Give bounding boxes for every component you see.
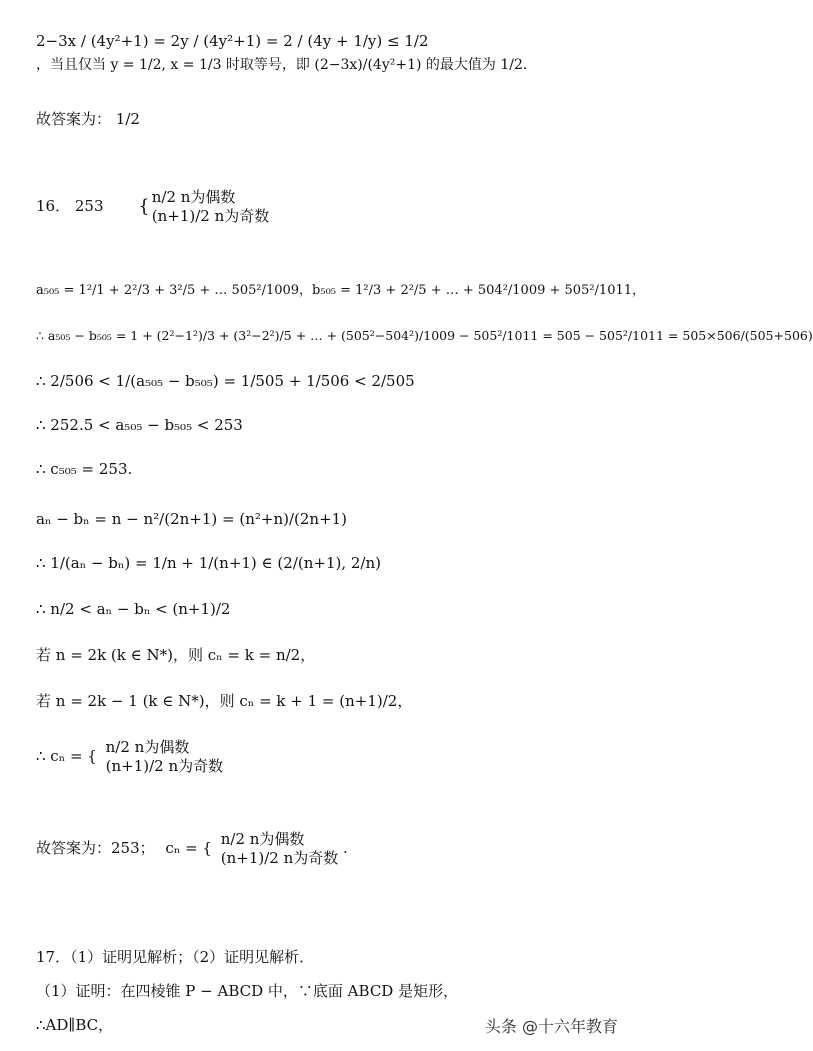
answer-16-cn: cₙ = { (165, 839, 212, 857)
answer-16-prefix: 故答案为：253； (36, 839, 155, 857)
answer-16-cases (221, 832, 339, 866)
q17-line-1: （1）证明：在四棱锥 P − ABCD 中，∵底面 ABCD 是矩形， (36, 982, 459, 1000)
step-line-7: ∴ 1/(aₙ − bₙ) = 1/n + 1/(n+1) ∈ (2/(n+1), 2/n) (36, 554, 381, 572)
q16-number: 16． (36, 197, 71, 215)
answer-15-prefix: 故答案为： (36, 110, 112, 128)
answer-16-end: . (343, 839, 348, 857)
q16-case-even: n/2 n为偶数 (151, 188, 236, 206)
step-line-2: ∴ a₅₀₅ − b₅₀₅ = 1 + (2²−1²)/3 + (3²−2²)/5 + … + (505²−504²)/1009 − 505²/1011 = 505 − 505²/1011 = 505×506/(505+506) (36, 328, 813, 343)
cn-case-odd: (n+1)/2 n为奇数 (105, 757, 224, 775)
cn-case-even: n/2 n为偶数 (105, 738, 190, 756)
step-line-3: ∴ 2/506 < 1/(a₅₀₅ − b₅₀₅) = 1/505 + 1/506 < 2/505 (36, 372, 415, 390)
q16-case-odd: (n+1)/2 n为奇数 (151, 207, 270, 225)
intro-line (36, 34, 429, 49)
step-line-9: 若 n = 2k (k ∈ N*)，则 cₙ = k = n/2， (36, 646, 316, 664)
cn-lead: ∴ cₙ = { (36, 747, 97, 765)
cn-definition (36, 740, 223, 774)
watermark-text: 头条 @十六年教育 (484, 1017, 618, 1036)
intro-expression: 2−3x / (4y²+1) = 2y / (4y²+1) = 2 / (4y + 1/y) ≤ 1/2 (36, 32, 429, 50)
answer-16-case-even: n/2 n为偶数 (220, 830, 305, 848)
q16-cases: { n/2 n为偶数 (n+1)/2 n为奇数 (138, 188, 270, 225)
answer-16-case-odd: (n+1)/2 n为奇数 (220, 849, 339, 867)
step-line-1: a₅₀₅ = 1²/1 + 2²/3 + 3²/5 + … 505²/1009，b₅₀₅ = 1²/3 + 2²/5 + … + 504²/1009 + 505²/1011， (36, 283, 646, 298)
step-line-5: ∴ c₅₀₅ = 253. (36, 460, 133, 478)
intro-tail: ，当且仅当 y = 1/2, x = 1/3 时取等号，即 (2−3x)/(4y²+1) 的最大值为 1/2. (36, 57, 528, 73)
watermark (485, 1014, 618, 1037)
answer-16 (36, 832, 348, 866)
q16-value: 253 (74, 197, 104, 215)
step-line-8: ∴ n/2 < aₙ − bₙ < (n+1)/2 (36, 600, 231, 618)
step-line-10: 若 n = 2k − 1 (k ∈ N*)，则 cₙ = k + 1 = (n+1)/2， (36, 692, 413, 710)
step-line-6: aₙ − bₙ = n − n²/(2n+1) = (n²+n)/(2n+1) (36, 510, 348, 528)
q16-header (36, 190, 269, 224)
answer-15-value: 1/2 (115, 110, 140, 128)
q17-line-2: ∴AD∥BC， (36, 1016, 114, 1034)
step-line-4: ∴ 252.5 < a₅₀₅ − b₅₀₅ < 253 (36, 416, 243, 434)
cn-cases (106, 740, 224, 774)
q17-header: 17．（1）证明见解析；（2）证明见解析． (36, 948, 315, 966)
answer-15 (36, 112, 140, 127)
